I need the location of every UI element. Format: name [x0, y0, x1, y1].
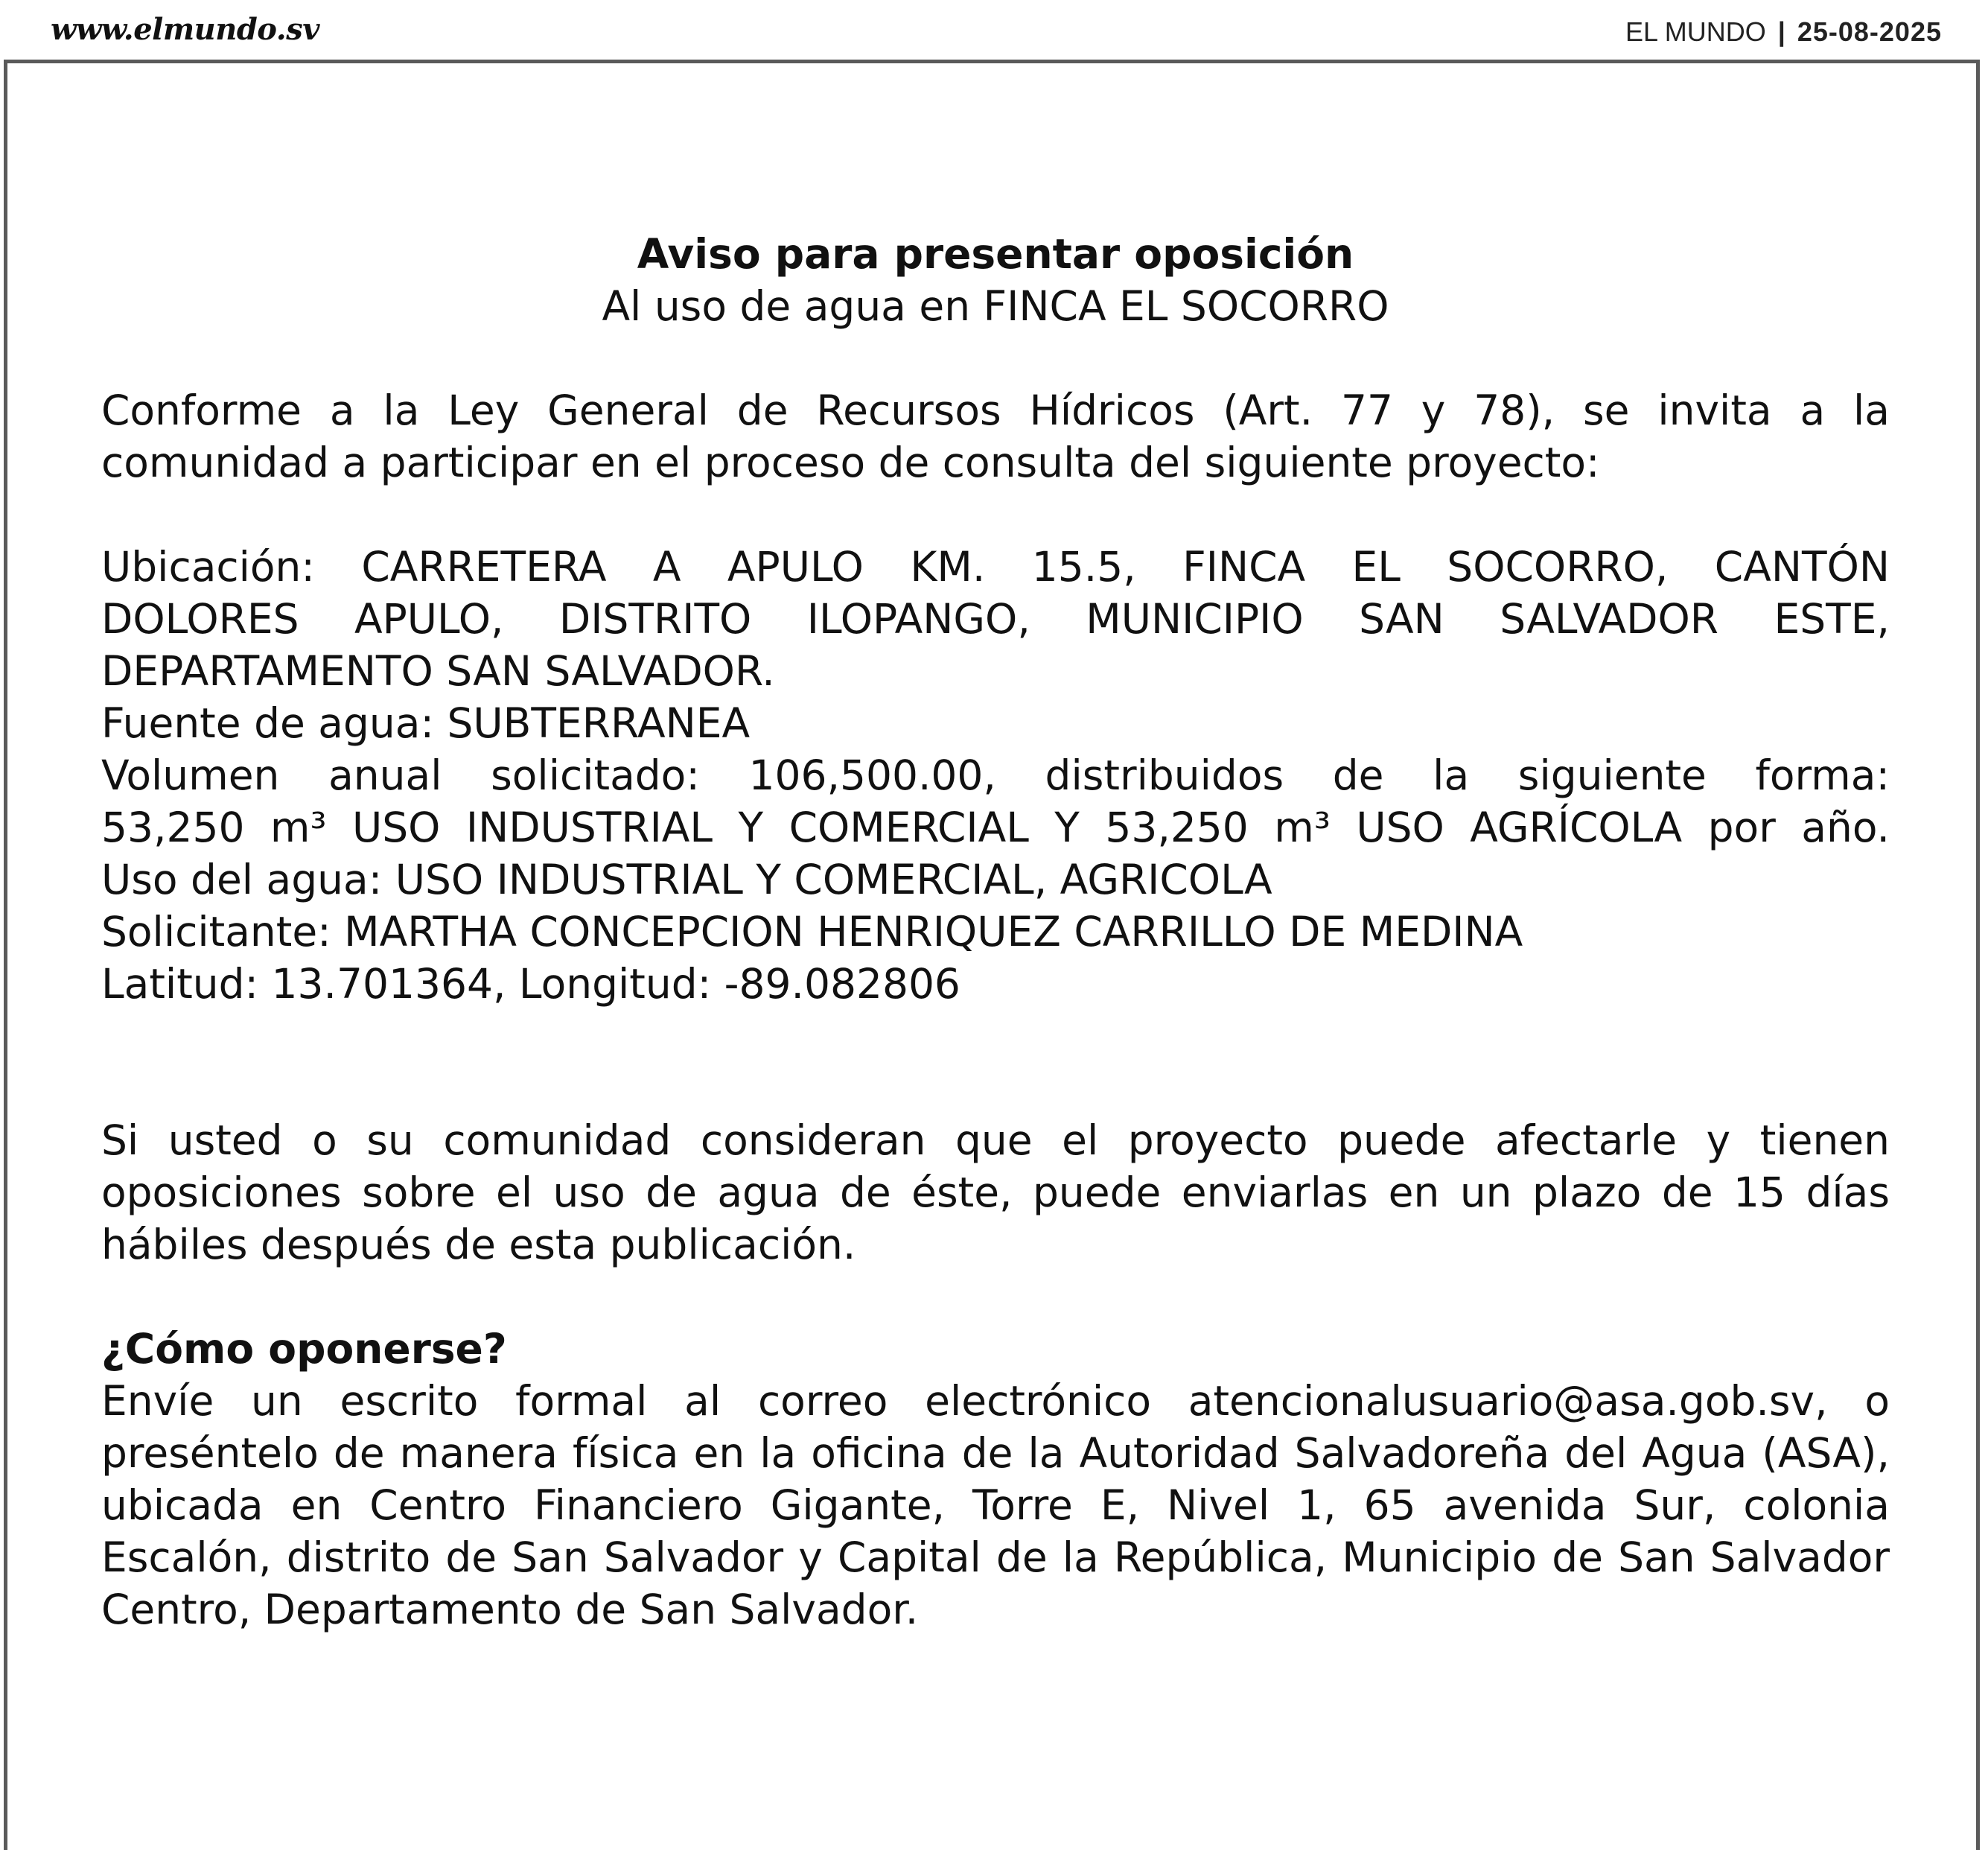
- spacer: [101, 489, 1890, 541]
- notice-subtitle: Al uso de agua en FINCA EL SOCORRO: [602, 282, 1389, 330]
- masthead-separator: |: [1777, 16, 1785, 47]
- volume-line-2: 53,250 m³ USO INDUSTRIAL Y COMERCIAL Y 53,250 m³ USO AGRÍCOLA por año.: [101, 804, 1890, 851]
- applicant: Solicitante: MARTHA CONCEPCION HENRIQUEZ CARRILLO DE MEDINA: [101, 908, 1523, 956]
- page-header: [0, 0, 1988, 61]
- water-source: Fuente de agua: SUBTERRANEA: [101, 699, 751, 747]
- location-line-1: Ubicación: CARRETERA A APULO KM. 15.5, FINCA EL SOCORRO, CANTÓN: [101, 543, 1890, 591]
- spacer: [101, 332, 1890, 384]
- opposition-paragraph: Si usted o su comunidad consideran que el proyecto puede afectarle y tienen oposiciones sobre el uso de agua de éste, puede enviarlas en un plazo de 15 días hábiles después de esta publicación.: [101, 1116, 1890, 1268]
- notice-body: [101, 228, 1890, 1636]
- notice-title: Aviso para presentar oposición: [637, 230, 1354, 278]
- publication-date: 25-08-2025: [1797, 16, 1942, 47]
- spacer: [101, 1010, 1890, 1114]
- intro-paragraph: Conforme a la Ley General de Recursos Hídricos (Art. 77 y 78), se invita a la comunidad a participar en el proceso de consulta del siguiente proyecto:: [101, 387, 1890, 486]
- water-use: Uso del agua: USO INDUSTRIAL Y COMERCIAL, AGRICOLA: [101, 856, 1272, 903]
- site-url[interactable]: www.elmundo.sv: [51, 12, 319, 47]
- instructions-paragraph: Envíe un escrito formal al correo electrónico atencionalusuario@asa.gob.sv, o preséntelo de manera física en la oficina de la Autoridad Salvadoreña del Agua (ASA), ubicada en Centro Financiero Gigante, Torre E, Nivel 1, 65 avenida Sur, colonia Escalón, distrito de San Salvador y Capital de la República, Municipio de San Salvador Centro, Departamento de San Salvador.: [101, 1377, 1890, 1633]
- spacer: [101, 1271, 1890, 1323]
- coordinates: Latitud: 13.701364, Longitud: -89.082806: [101, 960, 960, 1008]
- location-line-3: DEPARTAMENTO SAN SALVADOR.: [101, 647, 775, 695]
- masthead: [1625, 16, 1942, 48]
- how-to-oppose-heading: ¿Cómo oponerse?: [101, 1325, 507, 1373]
- volume-line-1: Volumen anual solicitado: 106,500.00, distribuidos de la siguiente forma:: [101, 751, 1890, 799]
- location-line-2: DOLORES APULO, DISTRITO ILOPANGO, MUNICIPIO SAN SALVADOR ESTE,: [101, 595, 1890, 643]
- paper-name: EL MUNDO: [1625, 16, 1766, 47]
